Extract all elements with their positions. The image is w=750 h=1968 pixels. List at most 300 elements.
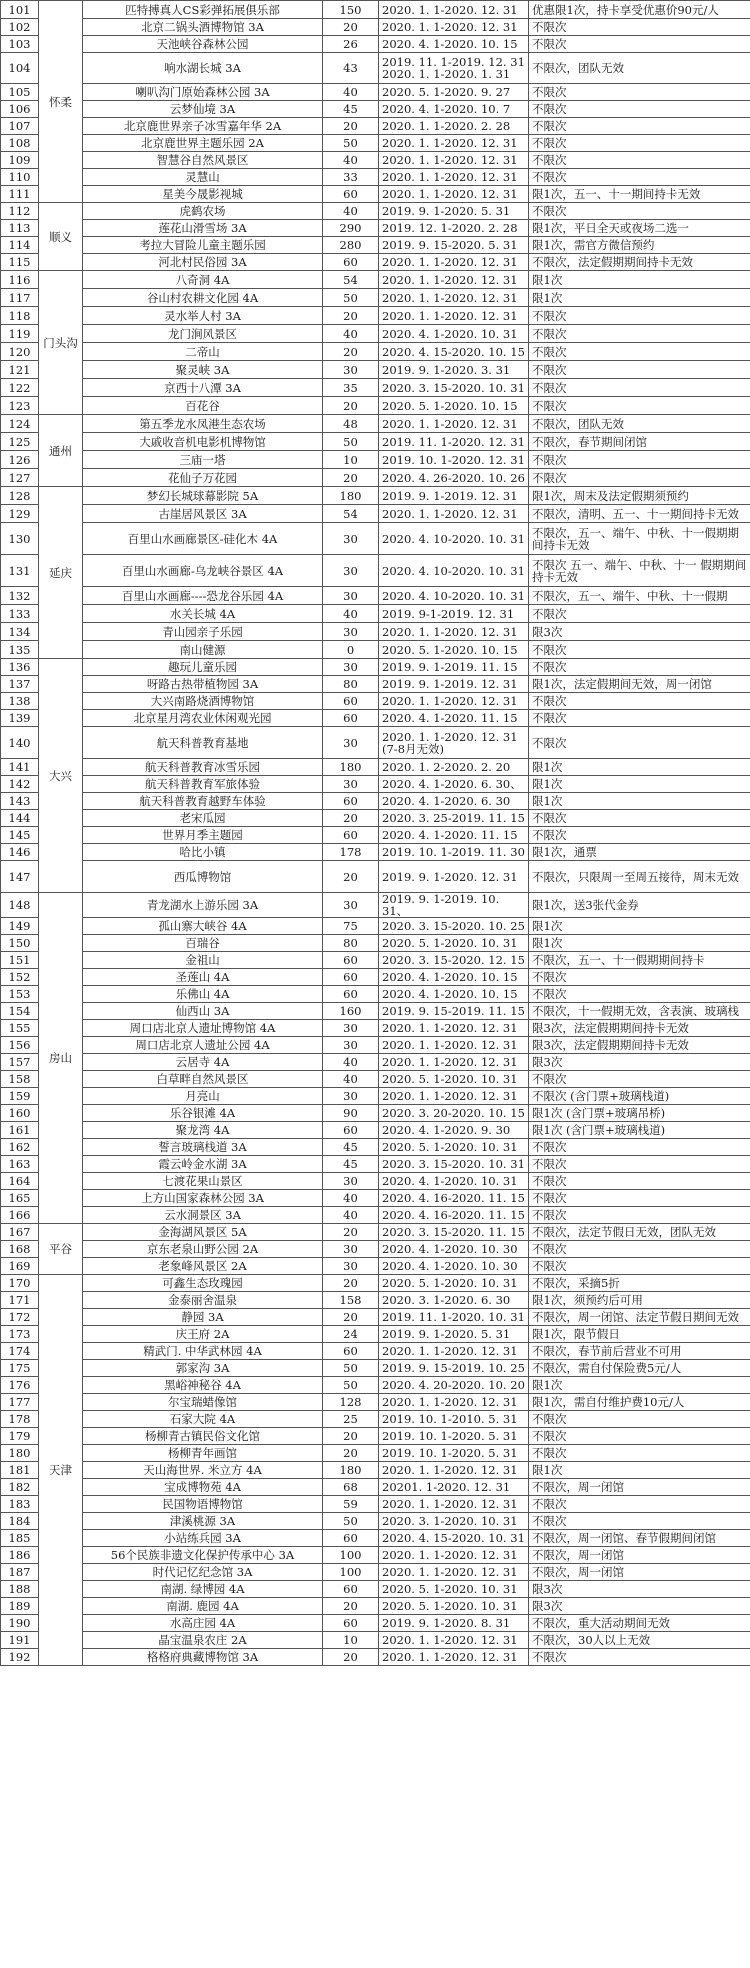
district-cell: 平谷 [39, 1224, 83, 1275]
valid-period-cell: 20201. 1-2020. 12. 31 [379, 1479, 529, 1496]
usage-note-cell: 限1次 (含门票+玻璃吊桥) [529, 1105, 750, 1122]
ticket-price-cell: 100 [323, 1564, 379, 1581]
attraction-name-cell: 誓言玻璃栈道 3A [83, 1139, 323, 1156]
valid-period-cell: 2020. 3. 15-2020. 11. 15 [379, 1224, 529, 1241]
row-number-cell: 154 [1, 1003, 39, 1020]
district-cell: 天津 [39, 1275, 83, 1666]
valid-period-cell: 2020. 1. 1-2020. 12. 31 [379, 186, 529, 203]
table-row [1, 289, 750, 307]
valid-period-cell: 2020. 1. 1-2020. 12. 31 [379, 169, 529, 186]
attraction-name-cell: 喇叭沟门原始森林公园 3A [83, 84, 323, 101]
valid-period-cell: 2019. 9. 1-2020. 5. 31 [379, 1326, 529, 1343]
table-row [1, 379, 750, 397]
usage-note-cell: 限1次 [529, 1462, 750, 1479]
ticket-price-cell: 24 [323, 1326, 379, 1343]
usage-note-cell: 不限次 [529, 1156, 750, 1173]
attraction-name-cell: 尔宝瑞蜡像馆 [83, 1394, 323, 1411]
row-number-cell: 148 [1, 893, 39, 918]
usage-note-cell: 不限次 [529, 84, 750, 101]
ticket-price-cell: 20 [323, 19, 379, 36]
row-number-cell: 170 [1, 1275, 39, 1292]
valid-period-cell: 2020. 1. 1-2020. 12. 31 [379, 1054, 529, 1071]
row-number-cell: 109 [1, 152, 39, 169]
ticket-price-cell: 180 [323, 759, 379, 776]
usage-note-cell: 不限次 [529, 1649, 750, 1666]
valid-period-cell: 2020. 4. 1-2020. 9. 30 [379, 1122, 529, 1139]
valid-period-cell: 2020. 1. 1-2020. 2. 28 [379, 118, 529, 135]
row-number-cell: 166 [1, 1207, 39, 1224]
valid-period-cell: 2020. 1. 1-2020. 12. 31 (7-8月无效) [379, 727, 529, 759]
attraction-name-cell: 星美今晟影视城 [83, 186, 323, 203]
valid-period-cell: 2020. 5. 1-2020. 10. 31 [379, 935, 529, 952]
attraction-name-cell: 北京鹿世界亲子冰雪嘉年华 2A [83, 118, 323, 135]
attraction-name-cell: 56个民族非遗文化保护传承中心 3A [83, 1547, 323, 1564]
ticket-price-cell: 60 [323, 1122, 379, 1139]
table-row [1, 1003, 750, 1020]
attraction-name-cell: 周口店北京人遗址公园 4A [83, 1037, 323, 1054]
row-number-cell: 156 [1, 1037, 39, 1054]
usage-note-cell: 限3次 [529, 623, 750, 641]
usage-note-cell: 限1次 (含门票+玻璃栈道) [529, 1122, 750, 1139]
table-row [1, 1139, 750, 1156]
table-row [1, 1513, 750, 1530]
attraction-name-cell: 北京二锅头酒博物馆 3A [83, 19, 323, 36]
table-row [1, 1292, 750, 1309]
usage-note-cell: 不限次 [529, 710, 750, 727]
table-row [1, 623, 750, 641]
attraction-name-cell: 杨柳青古镇民俗文化馆 [83, 1428, 323, 1445]
attraction-name-cell: 宝成博物苑 4A [83, 1479, 323, 1496]
valid-period-cell: 2020. 4. 1-2020. 10. 31 [379, 325, 529, 343]
usage-note-cell: 不限次 [529, 1207, 750, 1224]
ticket-price-cell: 20 [323, 810, 379, 827]
table-row [1, 1547, 750, 1564]
attraction-name-cell: 航天科普教育军旅体验 [83, 776, 323, 793]
usage-note-cell: 不限次 [529, 1258, 750, 1275]
usage-note-cell: 不限次 [529, 379, 750, 397]
row-number-cell: 124 [1, 415, 39, 433]
usage-note-cell: 限1次，通票 [529, 844, 750, 861]
row-number-cell: 157 [1, 1054, 39, 1071]
row-number-cell: 192 [1, 1649, 39, 1666]
usage-note-cell: 不限次 [529, 693, 750, 710]
row-number-cell: 183 [1, 1496, 39, 1513]
valid-period-cell: 2019. 9. 1-2019. 11. 15 [379, 659, 529, 676]
attraction-name-cell: 时代记忆纪念馆 3A [83, 1564, 323, 1581]
usage-note-cell: 不限次 [529, 727, 750, 759]
attraction-name-cell: 世界月季主题园 [83, 827, 323, 844]
valid-period-cell: 2020. 4. 1-2020. 10. 7 [379, 101, 529, 118]
usage-note-cell: 不限次，30人以上无效 [529, 1632, 750, 1649]
usage-note-cell: 不限次，周一闭馆、法定节假日期间无效 [529, 1309, 750, 1326]
table-row [1, 793, 750, 810]
attraction-name-cell: 黑峪神秘谷 4A [83, 1377, 323, 1394]
valid-period-cell: 2019. 9. 1-2019. 12. 31 [379, 487, 529, 505]
row-number-cell: 149 [1, 918, 39, 935]
attraction-name-cell: 三庙一塔 [83, 451, 323, 469]
usage-note-cell: 限3次，法定假期期间持卡无效 [529, 1020, 750, 1037]
attraction-name-cell: 考拉大冒险儿童主题乐园 [83, 237, 323, 254]
attraction-name-cell: 河北村民俗园 3A [83, 254, 323, 271]
table-row [1, 451, 750, 469]
valid-period-cell: 2019. 9-1-2019. 12. 31 [379, 605, 529, 623]
attraction-name-cell: 云居寺 4A [83, 1054, 323, 1071]
usage-note-cell: 不限次 [529, 986, 750, 1003]
row-number-cell: 186 [1, 1547, 39, 1564]
usage-note-cell: 不限次，春节期间闭馆 [529, 433, 750, 451]
usage-note-cell: 不限次 [529, 325, 750, 343]
ticket-price-cell: 43 [323, 53, 379, 84]
ticket-price-cell: 20 [323, 1309, 379, 1326]
valid-period-cell: 2020. 4. 1-2020. 11. 15 [379, 827, 529, 844]
valid-period-cell: 2019. 9. 15-2020. 5. 31 [379, 237, 529, 254]
valid-period-cell: 2020. 1. 1-2020. 12. 31 [379, 135, 529, 152]
valid-period-cell: 2019. 9. 15-2019. 10. 25 [379, 1360, 529, 1377]
row-number-cell: 185 [1, 1530, 39, 1547]
usage-note-cell: 不限次 [529, 1513, 750, 1530]
table-row [1, 1394, 750, 1411]
valid-period-cell: 2020. 1. 1-2020. 12. 31 [379, 1088, 529, 1105]
row-number-cell: 181 [1, 1462, 39, 1479]
valid-period-cell: 2020. 5. 1-2020. 10. 31 [379, 1071, 529, 1088]
district-cell: 大兴 [39, 659, 83, 893]
table-row [1, 186, 750, 203]
ticket-price-cell: 25 [323, 1411, 379, 1428]
ticket-price-cell: 50 [323, 1377, 379, 1394]
table-row [1, 693, 750, 710]
valid-period-cell: 2020. 4. 16-2020. 11. 15 [379, 1190, 529, 1207]
ticket-price-cell: 60 [323, 827, 379, 844]
row-number-cell: 131 [1, 555, 39, 587]
usage-note-cell: 限1次，周末及法定假期须预约 [529, 487, 750, 505]
ticket-price-cell: 48 [323, 415, 379, 433]
row-number-cell: 152 [1, 969, 39, 986]
valid-period-cell: 2020. 1. 1-2020. 12. 31 [379, 1649, 529, 1666]
row-number-cell: 188 [1, 1581, 39, 1598]
usage-note-cell: 不限次 [529, 152, 750, 169]
valid-period-cell: 2019. 9. 1-2020. 5. 31 [379, 203, 529, 220]
ticket-price-cell: 60 [323, 1530, 379, 1547]
row-number-cell: 129 [1, 505, 39, 523]
valid-period-cell: 2020. 4. 20-2020. 10. 20 [379, 1377, 529, 1394]
row-number-cell: 101 [1, 1, 39, 19]
usage-note-cell: 限3次 [529, 1598, 750, 1615]
table-row [1, 1428, 750, 1445]
attraction-name-cell: 北京鹿世界主题乐园 2A [83, 135, 323, 152]
ticket-price-cell: 68 [323, 1479, 379, 1496]
ticket-price-cell: 54 [323, 271, 379, 289]
ticket-price-cell: 30 [323, 659, 379, 676]
attraction-name-cell: 上方山国家森林公园 3A [83, 1190, 323, 1207]
attraction-name-cell: 航天科普教育冰雪乐园 [83, 759, 323, 776]
valid-period-cell: 2020. 4. 1-2020. 6. 30 [379, 793, 529, 810]
valid-period-cell: 2020. 4. 1-2020. 11. 15 [379, 710, 529, 727]
attraction-name-cell: 虎鹤农场 [83, 203, 323, 220]
ticket-price-cell: 128 [323, 1394, 379, 1411]
attraction-name-cell: 格格府典藏博物馆 3A [83, 1649, 323, 1666]
ticket-price-cell: 75 [323, 918, 379, 935]
row-number-cell: 165 [1, 1190, 39, 1207]
usage-note-cell: 不限次 [529, 1241, 750, 1258]
valid-period-cell: 2020. 4. 1-2020. 10. 30 [379, 1241, 529, 1258]
valid-period-cell: 2019. 12. 1-2020. 2. 28 [379, 220, 529, 237]
ticket-price-cell: 20 [323, 469, 379, 487]
usage-note-cell: 不限次，十一假期无效，含表演、玻璃栈 [529, 1003, 750, 1020]
table-row [1, 861, 750, 893]
ticket-price-cell: 40 [323, 1054, 379, 1071]
district-cell: 怀柔 [39, 1, 83, 203]
usage-note-cell: 不限次 [529, 1496, 750, 1513]
row-number-cell: 144 [1, 810, 39, 827]
valid-period-cell: 2019. 10. 1-2020. 5. 31 [379, 1428, 529, 1445]
attraction-name-cell: 老象峰风景区 2A [83, 1258, 323, 1275]
table-row [1, 36, 750, 53]
row-number-cell: 176 [1, 1377, 39, 1394]
row-number-cell: 128 [1, 487, 39, 505]
usage-note-cell: 限1次，限节假日 [529, 1326, 750, 1343]
attraction-name-cell: 老宋瓜园 [83, 810, 323, 827]
valid-period-cell: 2019. 9. 1-2019. 10. 31、 [379, 893, 529, 918]
attraction-name-cell: 百瑞谷 [83, 935, 323, 952]
row-number-cell: 175 [1, 1360, 39, 1377]
row-number-cell: 150 [1, 935, 39, 952]
row-number-cell: 117 [1, 289, 39, 307]
valid-period-cell: 2020. 1. 1-2020. 12. 31 [379, 271, 529, 289]
attraction-name-cell: 霞云岭金水湖 3A [83, 1156, 323, 1173]
table-row [1, 1309, 750, 1326]
usage-note-cell: 不限次 [529, 969, 750, 986]
row-number-cell: 159 [1, 1088, 39, 1105]
valid-period-cell: 2020. 1. 1-2020. 12. 31 [379, 505, 529, 523]
usage-note-cell: 限1次，法定假期间无效，周一闭馆 [529, 676, 750, 693]
row-number-cell: 164 [1, 1173, 39, 1190]
valid-period-cell: 2020. 1. 1-2020. 12. 31 [379, 19, 529, 36]
row-number-cell: 110 [1, 169, 39, 186]
usage-note-cell: 限1次 [529, 918, 750, 935]
ticket-price-cell: 30 [323, 1037, 379, 1054]
table-row [1, 361, 750, 379]
table-row [1, 220, 750, 237]
ticket-price-cell: 20 [323, 1428, 379, 1445]
row-number-cell: 180 [1, 1445, 39, 1462]
row-number-cell: 167 [1, 1224, 39, 1241]
usage-note-cell: 不限次 [529, 659, 750, 676]
table-row [1, 1462, 750, 1479]
usage-note-cell: 不限次 (含门票+玻璃栈道) [529, 1088, 750, 1105]
valid-period-cell: 2020. 4. 15-2020. 10. 15 [379, 343, 529, 361]
row-number-cell: 178 [1, 1411, 39, 1428]
row-number-cell: 132 [1, 587, 39, 605]
attraction-name-cell: 北京星月湾农业休闲观光园 [83, 710, 323, 727]
usage-note-cell: 不限次，团队无效 [529, 53, 750, 84]
attraction-name-cell: 梦幻长城球幕影院 5A [83, 487, 323, 505]
row-number-cell: 160 [1, 1105, 39, 1122]
valid-period-cell: 2020. 1. 2-2020. 2. 20 [379, 759, 529, 776]
valid-period-cell: 2020. 5. 1-2020. 10. 31 [379, 1275, 529, 1292]
row-number-cell: 140 [1, 727, 39, 759]
table-row [1, 1581, 750, 1598]
usage-note-cell: 限3次 [529, 1054, 750, 1071]
row-number-cell: 113 [1, 220, 39, 237]
ticket-price-cell: 30 [323, 1173, 379, 1190]
row-number-cell: 122 [1, 379, 39, 397]
ticket-price-cell: 30 [323, 1241, 379, 1258]
table-row [1, 1037, 750, 1054]
valid-period-cell: 2019. 9. 1-2020. 8. 31 [379, 1615, 529, 1632]
table-row [1, 1, 750, 19]
valid-period-cell: 2020. 4. 10-2020. 10. 31 [379, 587, 529, 605]
row-number-cell: 143 [1, 793, 39, 810]
row-number-cell: 133 [1, 605, 39, 623]
ticket-price-cell: 30 [323, 587, 379, 605]
ticket-price-cell: 30 [323, 1258, 379, 1275]
ticket-price-cell: 180 [323, 1462, 379, 1479]
row-number-cell: 153 [1, 986, 39, 1003]
ticket-price-cell: 50 [323, 289, 379, 307]
ticket-price-cell: 60 [323, 952, 379, 969]
valid-period-cell: 2020. 3. 15-2020. 10. 31 [379, 379, 529, 397]
attraction-name-cell: 金泰丽舍温泉 [83, 1292, 323, 1309]
attraction-name-cell: 静园 3A [83, 1309, 323, 1326]
usage-note-cell: 不限次，清明、五一、十一期间持卡无效 [529, 505, 750, 523]
ticket-price-cell: 80 [323, 935, 379, 952]
row-number-cell: 179 [1, 1428, 39, 1445]
attraction-name-cell: 古崖居风景区 3A [83, 505, 323, 523]
usage-note-cell: 限1次，五一、十一期间持卡无效 [529, 186, 750, 203]
valid-period-cell: 2020. 4. 15-2020. 10. 31 [379, 1530, 529, 1547]
table-row [1, 810, 750, 827]
attraction-name-cell: 南山健源 [83, 641, 323, 659]
table-row [1, 1360, 750, 1377]
table-row [1, 1275, 750, 1292]
ticket-price-cell: 290 [323, 220, 379, 237]
ticket-price-cell: 40 [323, 1207, 379, 1224]
row-number-cell: 112 [1, 203, 39, 220]
ticket-price-cell: 60 [323, 793, 379, 810]
row-number-cell: 107 [1, 118, 39, 135]
ticket-price-cell: 59 [323, 1496, 379, 1513]
table-row [1, 986, 750, 1003]
usage-note-cell: 不限次，周一闭馆、春节假期间闭馆 [529, 1530, 750, 1547]
row-number-cell: 123 [1, 397, 39, 415]
valid-period-cell: 2019. 10. 1-2020. 12. 31 [379, 451, 529, 469]
usage-note-cell: 不限次 [529, 605, 750, 623]
row-number-cell: 187 [1, 1564, 39, 1581]
ticket-price-cell: 30 [323, 776, 379, 793]
attraction-name-cell: 莲花山滑雪场 3A [83, 220, 323, 237]
attraction-name-cell: 百里山水画廊-乌龙峡谷景区 4A [83, 555, 323, 587]
row-number-cell: 147 [1, 861, 39, 893]
table-row [1, 1224, 750, 1241]
usage-note-cell: 不限次 [529, 101, 750, 118]
ticket-price-cell: 40 [323, 84, 379, 101]
ticket-price-cell: 20 [323, 1275, 379, 1292]
row-number-cell: 142 [1, 776, 39, 793]
usage-note-cell: 不限次 [529, 810, 750, 827]
attraction-name-cell: 可鑫生态玫瑰园 [83, 1275, 323, 1292]
attraction-name-cell: 大戚收音机电影机博物馆 [83, 433, 323, 451]
usage-note-cell: 不限次，只限周一至周五接待，周末无效 [529, 861, 750, 893]
table-row [1, 487, 750, 505]
usage-note-cell: 不限次 [529, 135, 750, 152]
attraction-name-cell: 白草畔自然风景区 [83, 1071, 323, 1088]
usage-note-cell: 不限次 [529, 1445, 750, 1462]
table-row [1, 343, 750, 361]
usage-note-cell: 限3次 [529, 1581, 750, 1598]
valid-period-cell: 2020. 3. 15-2020. 12. 15 [379, 952, 529, 969]
valid-period-cell: 2020. 1. 1-2020. 12. 31 [379, 1496, 529, 1513]
table-row [1, 676, 750, 693]
attraction-name-cell: 青山园亲子乐园 [83, 623, 323, 641]
table-row [1, 84, 750, 101]
usage-note-cell: 不限次 [529, 469, 750, 487]
row-number-cell: 115 [1, 254, 39, 271]
usage-note-cell: 不限次 [529, 118, 750, 135]
valid-period-cell: 2020. 4. 1-2020. 10. 15 [379, 36, 529, 53]
table-row [1, 555, 750, 587]
row-number-cell: 102 [1, 19, 39, 36]
table-row [1, 1173, 750, 1190]
valid-period-cell: 2020. 1. 1-2020. 12. 31 [379, 307, 529, 325]
usage-note-cell: 限3次，法定假期期间持卡无效 [529, 1037, 750, 1054]
attraction-name-cell: 云水洞景区 3A [83, 1207, 323, 1224]
table-row [1, 587, 750, 605]
table-row [1, 1156, 750, 1173]
table-row [1, 1207, 750, 1224]
ticket-price-cell: 20 [323, 1224, 379, 1241]
ticket-price-cell: 60 [323, 986, 379, 1003]
valid-period-cell: 2019. 11. 1-2019. 12. 31 2020. 1. 1-2020. 1. 31 [379, 53, 529, 84]
ticket-price-cell: 54 [323, 505, 379, 523]
attraction-name-cell: 谷山村农耕文化园 4A [83, 289, 323, 307]
ticket-price-cell: 40 [323, 1071, 379, 1088]
usage-note-cell: 限1次，需自付维护费10元/人 [529, 1394, 750, 1411]
attraction-name-cell: 第五季龙水凤港生态农场 [83, 415, 323, 433]
valid-period-cell: 2020. 4. 1-2020. 10. 30 [379, 1258, 529, 1275]
row-number-cell: 119 [1, 325, 39, 343]
attraction-name-cell: 哈比小镇 [83, 844, 323, 861]
ticket-price-cell: 20 [323, 307, 379, 325]
ticket-price-cell: 10 [323, 1632, 379, 1649]
attraction-name-cell: 航天科普教育越野车体验 [83, 793, 323, 810]
table-row [1, 505, 750, 523]
valid-period-cell: 2020. 1. 1-2020. 12. 31 [379, 1547, 529, 1564]
valid-period-cell: 2019. 11. 1-2020. 10. 31 [379, 1309, 529, 1326]
attraction-name-cell: 智慧谷自然风景区 [83, 152, 323, 169]
usage-note-cell: 不限次，五一、端午、中秋、十一假期 [529, 587, 750, 605]
valid-period-cell: 2020. 3. 15-2020. 10. 25 [379, 918, 529, 935]
usage-note-cell: 限1次 [529, 793, 750, 810]
valid-period-cell: 2020. 1. 1-2020. 12. 31 [379, 415, 529, 433]
row-number-cell: 191 [1, 1632, 39, 1649]
usage-note-cell: 不限次，需自付保险费5元/人 [529, 1360, 750, 1377]
usage-note-cell: 限1次，送3张代金券 [529, 893, 750, 918]
usage-note-cell: 不限次 [529, 203, 750, 220]
ticket-price-cell: 60 [323, 186, 379, 203]
attraction-name-cell: 天池峡谷森林公园 [83, 36, 323, 53]
row-number-cell: 189 [1, 1598, 39, 1615]
valid-period-cell: 2020. 3. 1-2020. 6. 30 [379, 1292, 529, 1309]
table-row [1, 254, 750, 271]
row-number-cell: 105 [1, 84, 39, 101]
table-row [1, 1088, 750, 1105]
attraction-name-cell: 京东老泉山野公园 2A [83, 1241, 323, 1258]
usage-note-cell: 不限次，周一闭馆 [529, 1547, 750, 1564]
ticket-price-cell: 50 [323, 135, 379, 152]
row-number-cell: 121 [1, 361, 39, 379]
usage-note-cell: 不限次，法定假期期间持卡无效 [529, 254, 750, 271]
ticket-price-cell: 30 [323, 727, 379, 759]
